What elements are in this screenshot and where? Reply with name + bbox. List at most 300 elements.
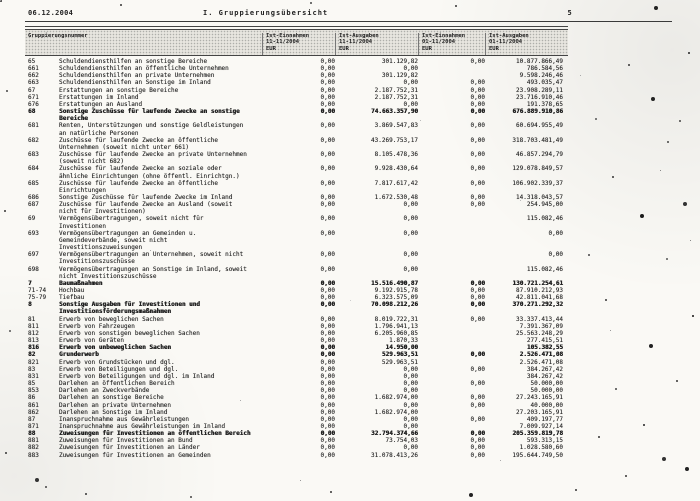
cell-ist-ausgaben-monat: 8.019.722,31 <box>374 315 418 323</box>
cell-ist-einnahmen-monat: 0,00 <box>320 372 335 380</box>
cell-ist-einnahmen-jahr <box>418 330 485 337</box>
cell-group-number: 676 <box>28 100 39 108</box>
table-row <box>25 266 568 280</box>
table-row <box>25 72 568 79</box>
cell-ist-einnahmen-jahr <box>418 230 485 251</box>
cell-ist-ausgaben-jahr: 23.716.910,46 <box>516 93 563 101</box>
cell-ist-einnahmen-monat: 0,00 <box>320 387 335 395</box>
column-header-ist-einnahmen-jahr <box>418 33 485 55</box>
cell-group-number: 69 <box>28 215 36 223</box>
cell-ist-ausgaben-monat: 1.796.941,13 <box>374 322 418 330</box>
cell-ist-ausgaben-jahr: 0,00 <box>548 251 563 259</box>
cell-group-number: 83 <box>28 365 36 373</box>
cell-ist-ausgaben-monat: 0,00 <box>403 444 418 452</box>
cell-description: Sonstige Ausgaben für Investitionen und Investitionsförderungsmaßnahmen <box>59 301 200 316</box>
cell-ist-ausgaben-monat: 1.682.974,00 <box>374 394 418 402</box>
cell-ist-einnahmen-jahr: 0,00 <box>470 122 485 130</box>
cell-description: Renten, Unterstützungen und sonstige Geldleistungen an natürliche Personen <box>59 122 244 137</box>
cell-ist-einnahmen-monat: 0,00 <box>320 444 335 452</box>
cell-group-number: 862 <box>28 408 39 416</box>
cell-group-number: 671 <box>28 93 39 101</box>
cell-ist-ausgaben-jahr: 0,00 <box>548 229 563 237</box>
cell-ist-ausgaben-monat: 2.187.752,31 <box>374 93 418 101</box>
cell-group-number: 87 <box>28 415 36 423</box>
cell-description: Schuldendiensthilfen an Sonstige im Inland <box>59 79 211 87</box>
cell-ist-einnahmen-monat: 0,00 <box>320 394 335 402</box>
cell-description: Zuschüsse für laufende Zwecke an private Unternehmen (soweit nicht 682) <box>59 151 247 166</box>
table-row <box>25 65 568 72</box>
cell-ist-einnahmen-monat: 0,00 <box>320 251 335 259</box>
cell-ist-ausgaben-jahr: 40.000,00 <box>530 401 563 409</box>
cell-ist-ausgaben-jahr: 1.028.580,60 <box>519 444 563 452</box>
column-header-ist-ausgaben-monat <box>335 33 418 55</box>
column-period: 01-11/2004 <box>489 39 523 46</box>
cell-group-number: 75-79 <box>28 294 47 302</box>
cell-ist-ausgaben-monat: 9.928.430,64 <box>374 165 418 173</box>
cell-ist-einnahmen-jahr: 0,00 <box>470 58 485 65</box>
cell-ist-ausgaben-monat: 31.078.413,26 <box>371 451 418 459</box>
cell-ist-ausgaben-jahr: 27.203.165,91 <box>516 408 563 416</box>
cell-description: Zuweisungen für Investitionen an Länder <box>59 444 200 452</box>
column-label: Ist-Einnahmen <box>422 33 466 39</box>
cell-ist-einnahmen-monat: 0,00 <box>320 65 335 73</box>
cell-ist-einnahmen-jahr: 0,00 <box>470 351 485 359</box>
cell-ist-einnahmen-monat: 0,00 <box>320 351 335 359</box>
cell-ist-ausgaben-monat: 0,00 <box>403 380 418 388</box>
cell-ist-einnahmen-jahr <box>418 215 485 229</box>
table-row <box>25 122 568 136</box>
cell-group-number: 67 <box>28 86 36 94</box>
cell-ist-ausgaben-jahr: 195.644.749,50 <box>512 451 563 459</box>
cell-ist-einnahmen-monat: 0,00 <box>320 430 335 438</box>
column-label: Ist-Einnahmen <box>266 33 310 39</box>
cell-group-number: 86 <box>28 394 36 402</box>
cell-ist-ausgaben-jahr: 676.889.910,86 <box>512 108 563 116</box>
column-unit: EUR <box>339 45 349 52</box>
cell-description: Vermögensübertragungen an Unternehmen, soweit nicht Investitionszuschüsse <box>59 251 244 266</box>
cell-description: Vermögensübertragungen an Gemeinden u. Gemeindeverbände, soweit nicht Investitionszuweisungen <box>59 229 197 252</box>
cell-ist-ausgaben-jahr: 42.811.041,68 <box>516 294 563 302</box>
cell-group-number: 882 <box>28 444 39 452</box>
cell-ist-einnahmen-jahr: 0,00 <box>470 294 485 302</box>
cell-ist-ausgaben-monat: 529.963,51 <box>381 351 418 359</box>
cell-ist-einnahmen-monat: 0,00 <box>320 408 335 416</box>
table-row <box>25 366 568 373</box>
cell-group-number: 831 <box>28 372 39 380</box>
cell-ist-ausgaben-monat: 0,00 <box>403 100 418 108</box>
cell-ist-einnahmen-monat: 0,00 <box>320 215 335 223</box>
cell-ist-ausgaben-monat: 0,00 <box>403 229 418 237</box>
cell-ist-einnahmen-jahr: 0,00 <box>470 287 485 294</box>
table-row <box>25 444 568 451</box>
table-row <box>25 251 568 265</box>
cell-description: Tiefbau <box>59 294 85 302</box>
cell-ist-ausgaben-jahr: 786.584,56 <box>526 65 563 73</box>
cell-group-number: 82 <box>28 351 36 359</box>
cell-ist-einnahmen-monat: 0,00 <box>320 358 335 366</box>
cell-ist-ausgaben-jahr: 2.526.471,08 <box>519 358 563 366</box>
cell-ist-einnahmen-monat: 0,00 <box>320 451 335 459</box>
cell-description: Erwerb von unbeweglichen Sachen <box>59 344 171 352</box>
cell-ist-ausgaben-jahr: 384.267,42 <box>526 365 563 373</box>
cell-ist-einnahmen-jahr: 0,00 <box>470 415 485 423</box>
cell-ist-ausgaben-monat: 0,00 <box>403 215 418 223</box>
cell-ist-einnahmen-monat: 0,00 <box>320 86 335 94</box>
cell-group-number: 8 <box>28 301 32 309</box>
cell-group-number: 682 <box>28 136 39 144</box>
cell-description: Schuldendiensthilfen an private Unternehmen <box>59 72 215 80</box>
cell-group-number: 821 <box>28 358 39 366</box>
cell-group-number: 65 <box>28 58 36 65</box>
cell-group-number: 85 <box>28 380 36 388</box>
cell-ist-ausgaben-jahr: 205.359.819,78 <box>512 430 563 438</box>
column-period: 11-11/2004 <box>266 39 300 46</box>
cell-description: Erwerb von Geräten <box>59 337 125 345</box>
cell-ist-ausgaben-jahr: 60.694.955,49 <box>516 122 563 130</box>
cell-group-number: 88 <box>28 430 36 438</box>
table-row <box>25 194 568 201</box>
cell-ist-ausgaben-monat: 529.963,51 <box>381 358 418 366</box>
cell-description: Erwerb von beweglichen Sachen <box>59 315 164 323</box>
cell-ist-ausgaben-monat: 1.672.530,48 <box>374 193 418 201</box>
table-row <box>25 180 568 194</box>
column-unit: EUR <box>266 45 276 52</box>
cell-ist-einnahmen-monat: 0,00 <box>320 415 335 423</box>
cell-ist-ausgaben-monat: 6.323.575,09 <box>374 294 418 302</box>
table-row <box>25 394 568 401</box>
table-row <box>25 359 568 366</box>
cell-description: Erwerb von Grundstücken und dgl. <box>59 358 175 366</box>
column-label: Ist-Ausgaben <box>339 33 379 39</box>
cell-ist-ausgaben-monat: 0,00 <box>403 387 418 395</box>
table-row <box>25 402 568 409</box>
page-header <box>25 8 672 22</box>
cell-description: Zuweisungen für Investitionen an öffentlichen Bereich <box>59 430 251 438</box>
cell-ist-ausgaben-jahr: 105.382,55 <box>526 344 563 352</box>
cell-ist-einnahmen-monat: 0,00 <box>320 437 335 445</box>
cell-description: Erwerb von sonstigen beweglichen Sachen <box>59 329 200 337</box>
cell-description: Zuschüsse für laufende Zwecke an öffentliche Unternehmen (soweit nicht unter 661) <box>59 136 218 151</box>
cell-description: Vermögensübertragungen, soweit nicht für Investitionen <box>59 215 204 230</box>
cell-ist-einnahmen-jahr: 0,00 <box>470 380 485 388</box>
cell-description: Darlehen an Zweckverbände <box>59 387 150 395</box>
cell-ist-ausgaben-jahr: 87.910.212,93 <box>516 287 563 294</box>
cell-ist-einnahmen-monat: 0,00 <box>320 201 335 209</box>
cell-ist-einnahmen-jahr: 0,00 <box>470 201 485 209</box>
cell-description: Vermögensübertragungen an Sonstige im Inland, soweit nicht Investitionszuschüsse <box>59 265 247 280</box>
cell-ist-ausgaben-jahr: 318.703.481,49 <box>512 136 563 144</box>
cell-ist-ausgaben-monat: 6.205.960,85 <box>374 329 418 337</box>
cell-ist-einnahmen-jahr: 0,00 <box>470 193 485 201</box>
cell-ist-ausgaben-jahr: 115.082,46 <box>526 265 563 273</box>
cell-ist-einnahmen-monat: 0,00 <box>320 301 335 309</box>
cell-description: Darlehen an öffentlichen Bereich <box>59 380 175 388</box>
table-row <box>25 287 568 294</box>
cell-description: Erstattungen an Ausland <box>59 100 143 108</box>
cell-ist-einnahmen-jahr <box>418 251 485 265</box>
cell-description: Zuweisungen für Investitionen an Gemeinden <box>59 451 211 459</box>
cell-ist-ausgaben-jahr: 7.009.927,14 <box>519 422 563 430</box>
cell-description: Sonstige Zuschüsse für laufende Zwecke im Inland <box>59 193 233 201</box>
cell-ist-einnahmen-monat: 0,00 <box>320 93 335 101</box>
cell-ist-ausgaben-monat: 73.754,03 <box>385 437 418 445</box>
cell-ist-ausgaben-jahr: 493.035,47 <box>526 79 563 87</box>
cell-ist-einnahmen-jahr <box>418 344 485 351</box>
cell-ist-ausgaben-jahr: 277.415,51 <box>526 337 563 345</box>
cell-ist-ausgaben-monat: 8.105.478,36 <box>374 151 418 159</box>
cell-ist-ausgaben-monat: 0,00 <box>403 365 418 373</box>
cell-ist-ausgaben-jahr: 384.267,42 <box>526 372 563 380</box>
cell-ist-ausgaben-monat: 14.950,00 <box>385 344 418 352</box>
cell-ist-ausgaben-monat: 9.192.915,78 <box>374 287 418 294</box>
cell-ist-einnahmen-jahr <box>418 373 485 380</box>
grouping-overview-table <box>25 29 568 459</box>
cell-description: Darlehen an private Unternehmen <box>59 401 171 409</box>
cell-description: Sonstige Zuschüsse für laufende Zwecke an sonstige Bereiche <box>59 108 240 123</box>
cell-group-number: 685 <box>28 179 39 187</box>
cell-description: Schuldendiensthilfen an öffentliche Unternehmen <box>59 65 229 73</box>
cell-ist-ausgaben-monat: 0,00 <box>403 79 418 87</box>
cell-ist-ausgaben-monat: 1.870,33 <box>389 337 418 345</box>
table-row <box>25 294 568 301</box>
cell-description: Zuweisungen für Investitionen an Bund <box>59 437 193 445</box>
cell-ist-ausgaben-jahr: 33.337.413,44 <box>516 315 563 323</box>
table-header <box>25 29 568 56</box>
cell-ist-einnahmen-jahr: 0,00 <box>470 93 485 101</box>
cell-ist-ausgaben-monat: 43.269.753,17 <box>371 136 418 144</box>
cell-ist-einnahmen-jahr <box>418 72 485 79</box>
cell-ist-einnahmen-jahr <box>418 387 485 394</box>
cell-group-number: 661 <box>28 65 39 73</box>
table-row <box>25 373 568 380</box>
cell-description: Grunderwerb <box>59 351 99 359</box>
table-row <box>25 423 568 430</box>
cell-ist-einnahmen-jahr <box>418 409 485 416</box>
cell-ist-ausgaben-monat: 0,00 <box>403 422 418 430</box>
cell-group-number: 853 <box>28 387 39 395</box>
column-label: Ist-Ausgaben <box>489 33 529 39</box>
cell-ist-einnahmen-jahr: 0,00 <box>470 179 485 187</box>
column-unit: EUR <box>422 45 432 52</box>
cell-ist-einnahmen-jahr <box>418 323 485 330</box>
cell-ist-einnahmen-monat: 0,00 <box>320 380 335 388</box>
cell-group-number: 683 <box>28 151 39 159</box>
cell-ist-ausgaben-jahr: 191.378,65 <box>526 100 563 108</box>
cell-ist-einnahmen-monat: 0,00 <box>320 265 335 273</box>
cell-ist-einnahmen-jahr: 0,00 <box>470 136 485 144</box>
cell-ist-einnahmen-jahr: 0,00 <box>470 315 485 323</box>
table-row <box>25 301 568 315</box>
cell-ist-einnahmen-monat: 0,00 <box>320 79 335 87</box>
cell-group-number: 816 <box>28 344 39 352</box>
cell-ist-ausgaben-jahr: 115.082,46 <box>526 215 563 223</box>
cell-ist-einnahmen-jahr: 0,00 <box>470 86 485 94</box>
cell-description: Erwerb von Beteiligungen und dgl. <box>59 365 179 373</box>
cell-ist-einnahmen-monat: 0,00 <box>320 72 335 80</box>
cell-group-number: 861 <box>28 401 39 409</box>
table-row <box>25 94 568 101</box>
cell-description: Inanspruchnahme aus Gewährleistungen <box>59 415 190 423</box>
page-title: I. Gruppierungsübersicht <box>203 9 329 17</box>
cell-description: Erstattungen an sonstige Bereiche <box>59 86 179 94</box>
table-row <box>25 344 568 351</box>
cell-ist-einnahmen-monat: 0,00 <box>320 136 335 144</box>
cell-ist-einnahmen-jahr: 0,00 <box>470 437 485 445</box>
cell-ist-einnahmen-jahr <box>418 65 485 72</box>
cell-ist-ausgaben-monat: 0,00 <box>403 265 418 273</box>
cell-ist-ausgaben-monat: 0,00 <box>403 201 418 209</box>
table-row <box>25 430 568 437</box>
table-row <box>25 437 568 444</box>
table-body <box>25 56 568 459</box>
cell-ist-einnahmen-jahr: 0,00 <box>470 365 485 373</box>
cell-description: Hochbau <box>59 287 85 294</box>
cell-ist-einnahmen-monat: 0,00 <box>320 229 335 237</box>
cell-ist-ausgaben-monat: 1.682.974,00 <box>374 408 418 416</box>
cell-ist-ausgaben-monat: 3.869.547,83 <box>374 122 418 130</box>
cell-group-number: 811 <box>28 322 39 330</box>
cell-ist-ausgaben-monat: 301.129,82 <box>381 72 418 80</box>
cell-description: Zuschüsse für laufende Zwecke an öffentliche Einrichtungen <box>59 179 218 194</box>
column-header-gruppierungsnummer <box>25 33 262 55</box>
cell-description: Darlehen an Sonstige im Inland <box>59 408 168 416</box>
cell-ist-einnahmen-monat: 0,00 <box>320 344 335 352</box>
cell-ist-ausgaben-monat: 32.794.374,66 <box>371 430 418 438</box>
cell-ist-ausgaben-jahr: 409.197,77 <box>526 415 563 423</box>
table-row <box>25 337 568 344</box>
cell-description: Erwerb von Fahrzeugen <box>59 322 135 330</box>
table-row <box>25 137 568 151</box>
cell-group-number: 687 <box>28 201 39 209</box>
cell-ist-ausgaben-monat: 0,00 <box>403 401 418 409</box>
cell-ist-einnahmen-jahr: 0,00 <box>470 430 485 438</box>
cell-ist-einnahmen-monat: 0,00 <box>320 287 335 294</box>
table-row <box>25 230 568 251</box>
column-period: 01-11/2004 <box>422 39 456 46</box>
cell-ist-einnahmen-monat: 0,00 <box>320 58 335 65</box>
cell-ist-einnahmen-jahr: 0,00 <box>470 165 485 173</box>
table-row <box>25 416 568 423</box>
cell-ist-einnahmen-monat: 0,00 <box>320 100 335 108</box>
table-row <box>25 380 568 387</box>
cell-ist-einnahmen-jahr <box>418 266 485 280</box>
table-row <box>25 201 568 215</box>
cell-ist-ausgaben-monat: 2.187.752,31 <box>374 86 418 94</box>
cell-ist-einnahmen-monat: 0,00 <box>320 122 335 130</box>
column-label: Gruppierungsnummer <box>28 33 88 39</box>
cell-ist-einnahmen-jahr: 0,00 <box>470 301 485 309</box>
cell-group-number: 71-74 <box>28 287 47 294</box>
cell-group-number: 68 <box>28 108 36 116</box>
cell-ist-ausgaben-jahr: 10.877.866,49 <box>516 58 563 65</box>
table-row <box>25 280 568 287</box>
cell-ist-ausgaben-monat: 15.516.490,87 <box>371 279 418 287</box>
cell-ist-ausgaben-monat: 7.817.617,42 <box>374 179 418 187</box>
cell-description: Inanspruchnahme aus Gewährleistungen im Inland <box>59 422 226 430</box>
cell-group-number: 881 <box>28 437 39 445</box>
cell-group-number: 883 <box>28 451 39 459</box>
page-number: 5 <box>567 9 572 17</box>
cell-ist-ausgaben-jahr: 370.271.292,32 <box>512 301 563 309</box>
cell-ist-einnahmen-jahr: 0,00 <box>470 451 485 459</box>
cell-ist-einnahmen-jahr: 0,00 <box>470 279 485 287</box>
cell-ist-ausgaben-jahr: 27.243.165,91 <box>516 394 563 402</box>
cell-ist-einnahmen-monat: 0,00 <box>320 322 335 330</box>
table-row <box>25 409 568 416</box>
table-row <box>25 215 568 229</box>
cell-ist-ausgaben-jahr: 254.945,00 <box>526 201 563 209</box>
column-unit: EUR <box>489 45 499 52</box>
cell-ist-einnahmen-monat: 0,00 <box>320 151 335 159</box>
cell-ist-einnahmen-jahr: 0,00 <box>470 79 485 87</box>
cell-ist-einnahmen-monat: 0,00 <box>320 365 335 373</box>
cell-ist-einnahmen-monat: 0,00 <box>320 422 335 430</box>
table-row <box>25 151 568 165</box>
cell-ist-einnahmen-jahr: 0,00 <box>470 100 485 108</box>
cell-description: Zuschüsse für laufende Zwecke an Ausland (soweit nicht für Investitionen) <box>59 201 233 216</box>
cell-ist-ausgaben-jahr: 46.857.294,79 <box>516 151 563 159</box>
table-row <box>25 87 568 94</box>
cell-ist-einnahmen-monat: 0,00 <box>320 294 335 302</box>
column-header-ist-ausgaben-jahr <box>485 33 563 55</box>
cell-ist-einnahmen-jahr <box>418 337 485 344</box>
table-row <box>25 165 568 179</box>
cell-ist-ausgaben-jahr: 50.000,00 <box>530 380 563 388</box>
cell-ist-ausgaben-jahr: 25.563.248,29 <box>516 329 563 337</box>
cell-group-number: 81 <box>28 315 36 323</box>
table-row <box>25 323 568 330</box>
cell-ist-ausgaben-monat: 0,00 <box>403 65 418 73</box>
cell-ist-ausgaben-jahr: 129.078.849,57 <box>512 165 563 173</box>
cell-ist-einnahmen-jahr <box>418 359 485 366</box>
cell-group-number: 813 <box>28 337 39 345</box>
cell-ist-ausgaben-monat: 301.129,82 <box>381 58 418 65</box>
scan-noise <box>0 0 2 2</box>
table-row <box>25 452 568 459</box>
cell-ist-einnahmen-monat: 0,00 <box>320 279 335 287</box>
cell-ist-einnahmen-jahr: 0,00 <box>470 401 485 409</box>
table-row <box>25 387 568 394</box>
table-row <box>25 330 568 337</box>
cell-ist-einnahmen-monat: 0,00 <box>320 401 335 409</box>
table-row <box>25 316 568 323</box>
cell-ist-ausgaben-monat: 74.663.357,90 <box>371 108 418 116</box>
cell-ist-einnahmen-jahr <box>418 423 485 430</box>
cell-description: Baumaßnahmen <box>59 279 103 287</box>
cell-group-number: 871 <box>28 422 39 430</box>
cell-group-number: 663 <box>28 79 39 87</box>
cell-ist-einnahmen-monat: 0,00 <box>320 315 335 323</box>
column-header-ist-einnahmen-monat <box>262 33 335 55</box>
cell-ist-ausgaben-monat: 0,00 <box>403 415 418 423</box>
cell-group-number: 693 <box>28 229 39 237</box>
table-row <box>25 101 568 108</box>
cell-description: Erstattungen im Inland <box>59 93 139 101</box>
cell-ist-einnahmen-jahr: 0,00 <box>470 394 485 402</box>
cell-ist-ausgaben-jahr: 14.318.043,57 <box>516 193 563 201</box>
cell-ist-ausgaben-jahr: 2.526.471,08 <box>519 351 563 359</box>
cell-group-number: 686 <box>28 193 39 201</box>
cell-ist-ausgaben-jahr: 9.598.246,46 <box>519 72 563 80</box>
cell-ist-einnahmen-jahr: 0,00 <box>470 444 485 452</box>
cell-ist-ausgaben-monat: 70.098.212,26 <box>371 301 418 309</box>
cell-ist-einnahmen-monat: 0,00 <box>320 329 335 337</box>
cell-group-number: 681 <box>28 122 39 130</box>
table-row <box>25 351 568 358</box>
cell-group-number: 662 <box>28 72 39 80</box>
table-row <box>25 58 568 65</box>
cell-description: Zuschüsse für laufende Zwecke an soziale oder ähnliche Einrichtungen (ohne öffentl. Einrichtgn.) <box>59 165 240 180</box>
